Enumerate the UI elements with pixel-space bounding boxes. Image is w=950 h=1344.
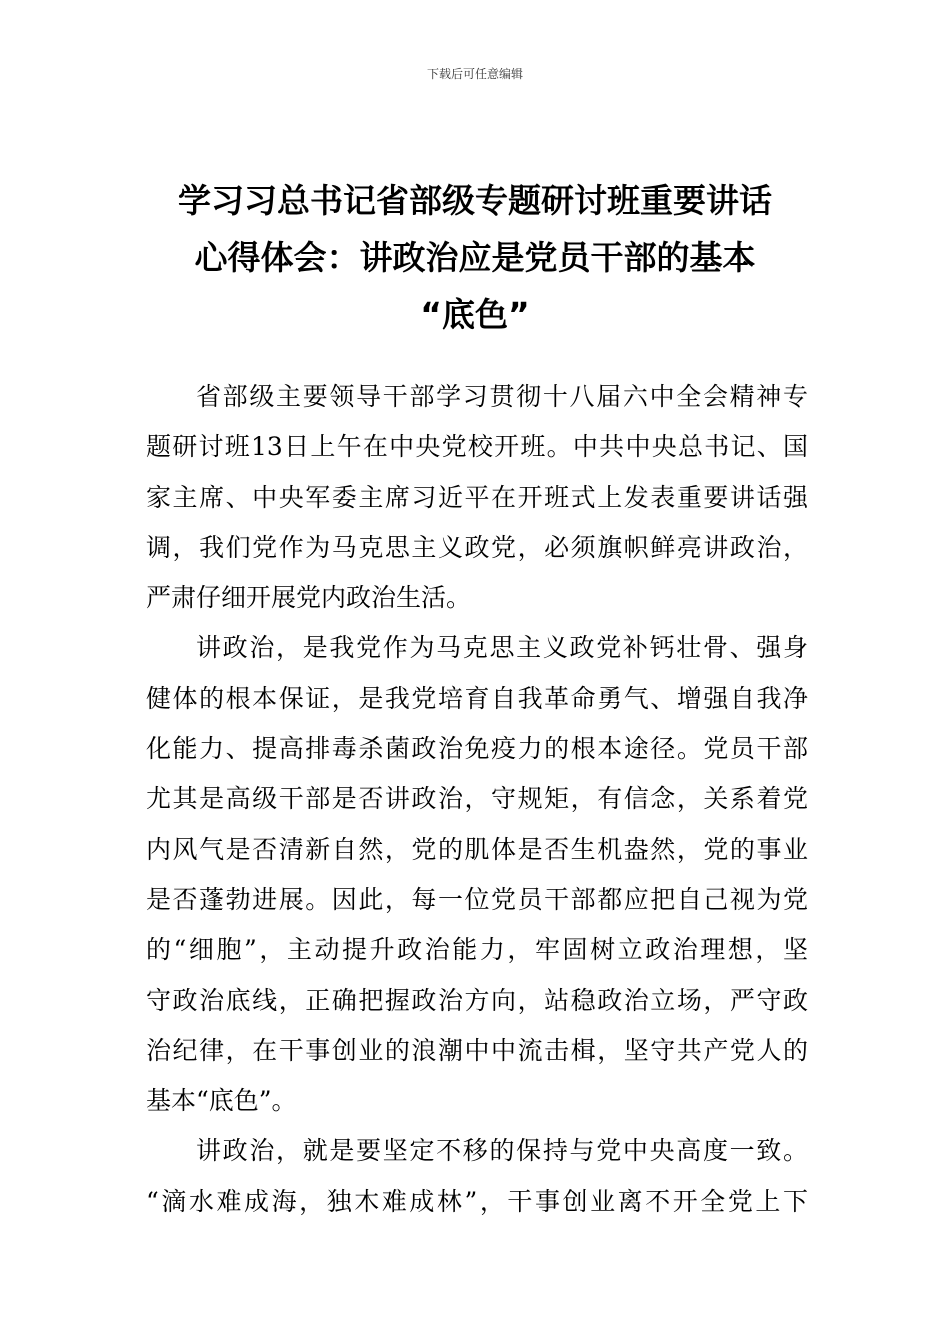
paragraph-line: 内风气是否清新自然，党的肌体是否生机盎然，党的事业 [146, 834, 808, 864]
paragraph-line: 省部级主要领导干部学习贯彻十八届六中全会精神专 [196, 382, 808, 411]
paragraph-line: 尤其是高级干部是否讲政治，守规矩，有信念，关系着党 [146, 784, 808, 814]
paragraph [146, 1126, 808, 1227]
paragraph-line: 治纪律，在干事创业的浪潮中中流击楫，坚守共产党人的 [146, 1035, 808, 1065]
title-line: “底色” [420, 295, 530, 334]
paragraph-line: 讲政治，就是要坚定不移的保持与党中央高度一致。 [196, 1136, 808, 1166]
paragraph-line: 讲政治，是我党作为马克思主义政党补钙壮骨、强身 [196, 633, 808, 663]
paragraph-line: 家主席、中央军委主席习近平在开班式上发表重要讲话强 [146, 482, 808, 512]
title-line: 心得体会：讲政治应是党员干部的基本 [194, 238, 756, 277]
paragraph-line: 题研讨班13日上午在中央党校开班。中共中央总书记、国 [146, 432, 808, 462]
paragraph-line: 守政治底线，正确把握政治方向，站稳政治立场，严守政 [146, 985, 808, 1015]
paragraph-line: 健体的根本保证，是我党培育自我革命勇气、增强自我净 [146, 683, 808, 713]
paragraph [146, 372, 808, 623]
paragraph-line: 调，我们党作为马克思主义政党，必须旗帜鲜亮讲政治， [146, 532, 808, 562]
document-title [120, 172, 830, 343]
paragraph-line: 是否蓬勃进展。因此，每一位党员干部都应把自己视为党 [146, 884, 808, 914]
paragraph-line: 基本“底色”。 [146, 1086, 297, 1116]
paragraph-line: 严肃仔细开展党内政治生活。 [146, 583, 472, 613]
title-line: 学习习总书记省部级专题研讨班重要讲话 [178, 181, 772, 220]
paragraph-line: 化能力、提高排毒杀菌政治免疫力的根本途径。党员干部 [146, 734, 808, 764]
header-note: 下载后可任意编辑 [426, 67, 523, 81]
paragraph-line: 的“细胞”，主动提升政治能力，牢固树立政治理想，坚 [146, 935, 808, 965]
document-body [146, 372, 808, 1227]
paragraph-line: “滴水难成海，独木难成林”，干事创业离不开全党上下 [146, 1186, 808, 1216]
paragraph [146, 623, 808, 1126]
